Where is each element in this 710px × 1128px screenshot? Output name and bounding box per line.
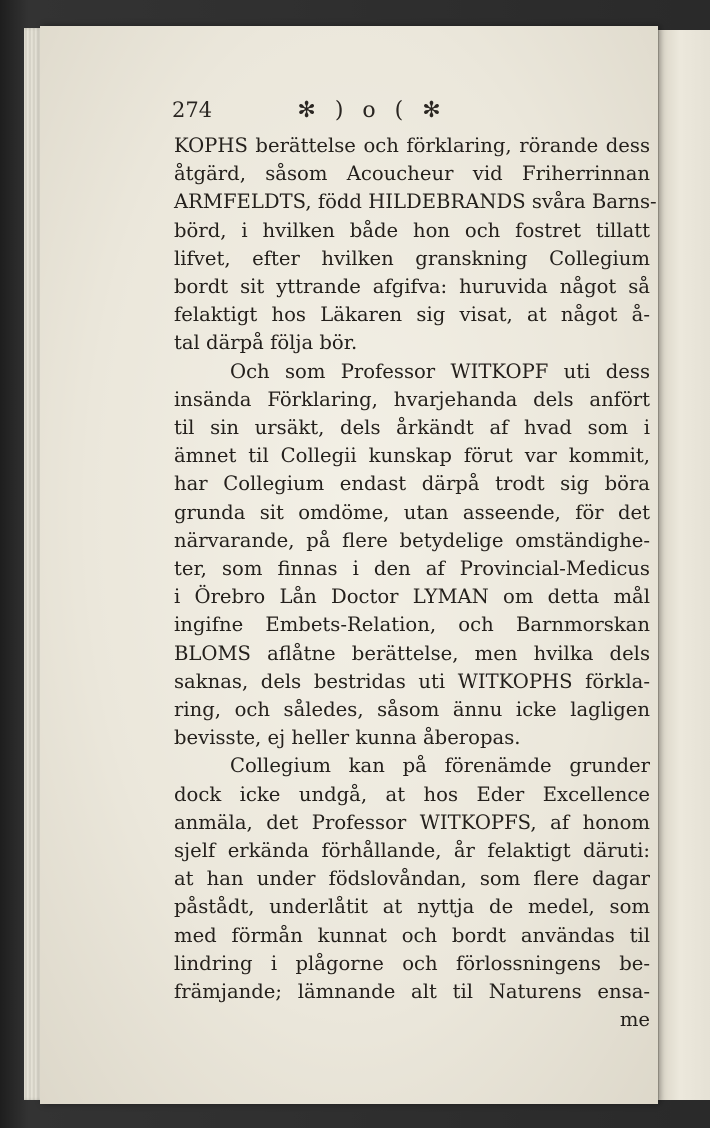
text-line: ingifne Embets-Relation, och Barnmorskan <box>174 613 650 637</box>
text-line: i Örebro Lån Doctor LYMAN om detta mål <box>174 585 650 609</box>
text-line: grunda sit omdöme, utan asseende, för det <box>174 500 650 524</box>
text-line: KOPHS berättelse och förklaring, rörande dess <box>174 134 650 157</box>
text-line: påstådt, underlåtit at nyttja de medel, som <box>174 895 650 919</box>
text-line: saknas, dels bestridas uti WITKOPHS förkla- <box>174 669 650 693</box>
text-line: tal därpå följa bör. <box>174 331 358 355</box>
running-head-ornament: ✻ ) o ( ✻ <box>297 97 447 123</box>
text-line: ämnet til Collegii kunskap förut var kommit, <box>174 444 650 468</box>
body-text <box>174 132 657 1035</box>
text-line: insända Förklaring, hvarjehanda dels anfört <box>174 387 650 411</box>
paragraph-start-line: Collegium kan på förenämde grunder <box>230 754 650 778</box>
text-line: ring, och således, såsom ännu icke lagligen <box>174 698 650 722</box>
text-line: BLOMS aflåtne berättelse, men hvilka dels <box>174 641 650 665</box>
text-line: har Collegium endast därpå trodt sig böra <box>174 472 650 496</box>
text-line: dock icke undgå, at hos Eder Excellence <box>174 782 650 806</box>
page-number: 274 <box>172 98 213 122</box>
text-line: at han under födslovåndan, som flere dagar <box>174 867 650 891</box>
text-line: främjande; lämnande alt til Naturens ensa- <box>174 980 650 1004</box>
text-line: sjelf erkända förhållande, år felaktigt däruti: <box>174 839 650 863</box>
text-line: felaktigt hos Läkaren sig visat, at något å- <box>174 303 650 327</box>
text-line: anmäla, det Professor WITKOPFS, af honom <box>174 810 650 834</box>
text-line: bevisste, ej heller kunna åberopas. <box>174 726 521 750</box>
paragraph-start-line: Och som Professor WITKOPF uti dess <box>230 359 650 383</box>
text-line: ter, som finnas i den af Provincial-Medicus <box>174 557 650 581</box>
text-line: til sin ursäkt, dels årkändt af hvad som i <box>174 416 650 440</box>
text-line: lindring i plågorne och förlossningens be- <box>174 951 650 975</box>
text-line: bordt sit yttrande afgifva: huruvida något så <box>174 275 650 299</box>
catchword: me <box>619 1008 650 1032</box>
text-line: lifvet, efter hvilken granskning Collegium <box>174 246 650 270</box>
text-line: ARMFELDTS, född HILDEBRANDS svåra Barns- <box>174 190 657 214</box>
text-line: börd, i hvilken både hon och fostret tillatt <box>174 218 650 242</box>
text-line: åtgärd, såsom Acoucheur vid Friherrinnan <box>174 162 650 186</box>
page-header <box>172 92 552 128</box>
text-line: närvarande, på flere betydelige omständighe- <box>174 528 650 552</box>
facing-page-edge <box>658 30 710 1100</box>
text-line: med förmån kunnat och bordt användas til <box>174 923 650 947</box>
